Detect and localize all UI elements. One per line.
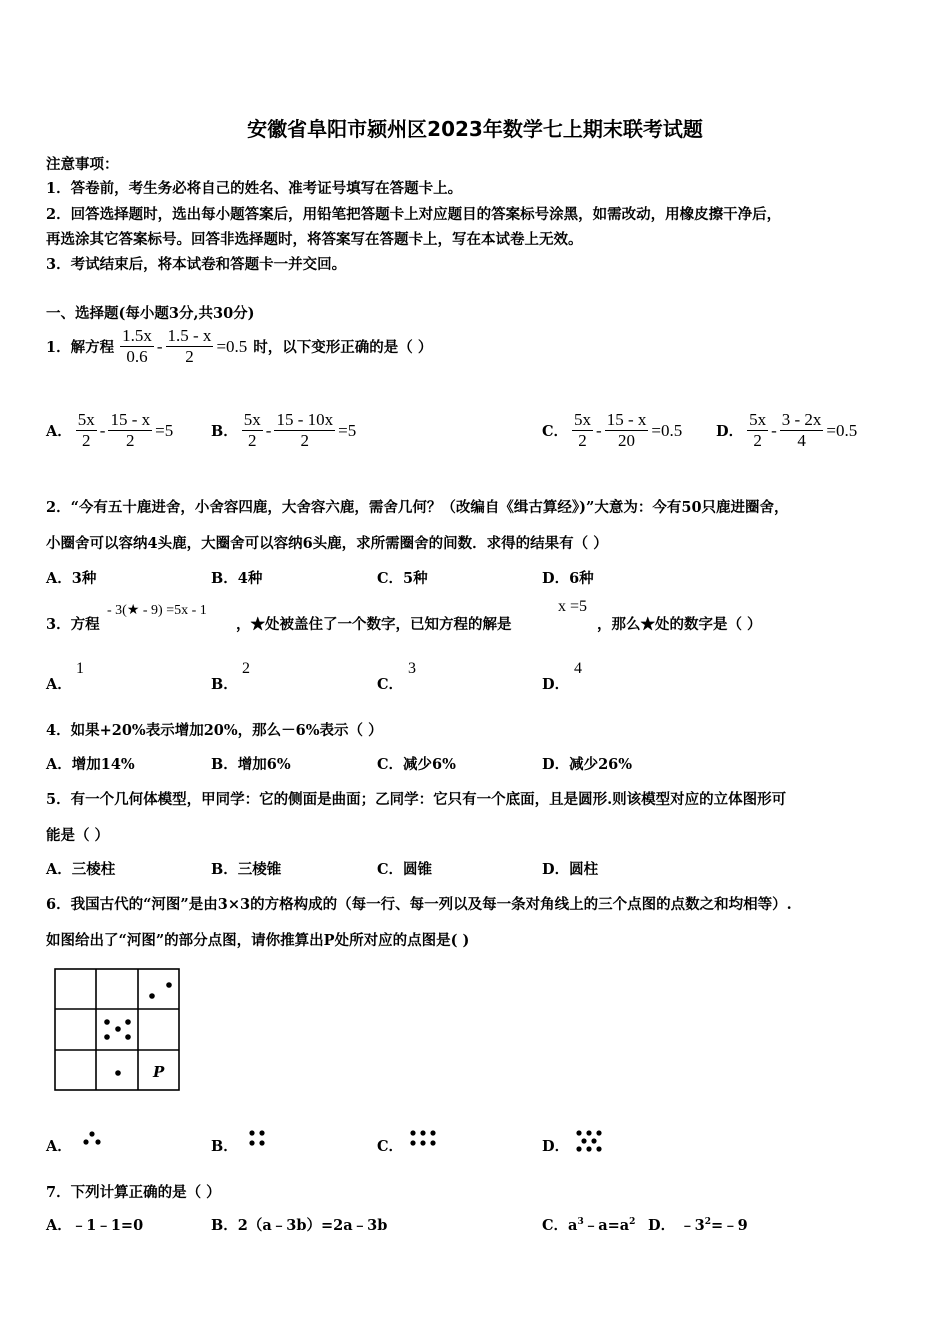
q6-option-c[interactable] [377, 1135, 403, 1156]
hetu-grid-figure [54, 968, 180, 1091]
q1-option-c[interactable]: C． $\frac{5x}{2}$ - $\frac{15 - x}{20}$ =0.5 [542, 410, 683, 450]
q4-option-a[interactable]: A．增加14% [46, 756, 135, 773]
question-6-line2: 如图给出了“河图”的部分点图，请你推算出P处所对应的点图是( ) [46, 932, 470, 949]
q3-option-d-label: D． [542, 676, 570, 693]
q1-d-num1: 5x [749, 410, 767, 429]
question-5-line1: 5．有一个几何体模型，甲同学：它的侧面是曲面；乙同学：它只有一个底面，且是圆形.则该模型对应的立体图形可 [46, 791, 787, 808]
q5-option-d[interactable]: D．圆柱 [542, 861, 599, 878]
grid-dot [166, 982, 172, 988]
q1-b-num2: 15 - 10x [276, 410, 334, 429]
notice-item-2-cont: 再选涂其它答案标号。回答非选择题时，将答案写在答题卡上，写在本试卷上无效。 [46, 231, 583, 248]
q2-option-c[interactable]: C．5种 [377, 570, 428, 587]
q3-middle: ，★处被盖住了一个数字，已知方程的解是 [236, 616, 512, 633]
q1-a-num1: 5x [77, 410, 95, 429]
q7-option-b[interactable]: B．2（a﹣3b）=2a﹣3b [211, 1217, 388, 1234]
q7-option-d[interactable] [648, 1214, 748, 1235]
q1-d-den1: 2 [753, 431, 762, 450]
grid-dot [115, 1070, 121, 1076]
q6-option-d-label: D． [542, 1138, 570, 1155]
q1-option-d-label: D． [716, 423, 744, 440]
q1-d-den2: 4 [797, 431, 806, 450]
q4-option-c[interactable]: C．减少6% [377, 756, 456, 773]
q6-option-a-dots [82, 1130, 104, 1146]
q1-option-d[interactable]: D． $\frac{5x}{2}$ - $\frac{3 - 2x}{4}$ =0.5 [716, 410, 858, 450]
q6-option-b[interactable] [211, 1135, 238, 1156]
q7-c-mid: ﹣a=a [583, 1217, 630, 1234]
grid-dot [149, 993, 155, 999]
q1-b-rhs: =5 [338, 420, 357, 440]
q7-d-post: =﹣9 [711, 1217, 748, 1234]
q1-b-den1: 2 [248, 431, 257, 450]
q1-option-b-label: B． [211, 423, 238, 440]
q6-option-d[interactable] [542, 1135, 569, 1156]
q1-eq-num2: 1.5 - x [167, 326, 212, 345]
q1-b-den2: 2 [300, 431, 310, 450]
q7-d-pre: ﹣3 [680, 1217, 705, 1234]
q7-c-exp1: 3 [577, 1217, 584, 1228]
question-6-line1: 6．我国古代的“河图”是由3×3的方格构成的（每一行、每一列以及每一条对角线上的三个点图的点数之和均相等）. [46, 896, 792, 913]
q2-option-b[interactable]: B．4种 [211, 570, 263, 587]
notice-item-1: 1．答卷前，考生务必将自己的姓名、准考证号填写在答题卡上。 [46, 180, 463, 197]
q1-suffix: 时，以下变形正确的是（ ） [253, 339, 433, 356]
question-7-stem: 7．下列计算正确的是（ ） [46, 1184, 221, 1201]
q6-option-a[interactable] [46, 1135, 72, 1156]
q1-c-num1: 5x [574, 410, 592, 429]
q3-option-a-value: 1 [76, 660, 84, 677]
q1-a-num2: 15 - x [110, 410, 151, 429]
q6-option-d-dots [573, 1129, 605, 1155]
grid-dot [125, 1034, 131, 1040]
q7-d-exp: 2 [704, 1217, 711, 1228]
question-4-stem: 4．如果+20%表示增加20%，那么－6%表示（ ） [46, 722, 383, 739]
q1-c-num2: 15 - x [606, 410, 647, 429]
q3-equation: - 3(★ - 9) =5x - 1 [107, 603, 207, 618]
q3-option-a-label: A． [46, 676, 72, 693]
q2-option-d[interactable]: D．6种 [542, 570, 594, 587]
q7-option-c[interactable] [542, 1214, 635, 1235]
q1-option-a-label: A． [46, 423, 72, 440]
q1-c-den2: 20 [618, 431, 636, 450]
q1-eq-den1: 0.6 [126, 347, 148, 366]
q3-option-c-label: C． [377, 676, 404, 693]
q7-c-base: a [568, 1217, 578, 1234]
question-1-stem [46, 326, 432, 367]
q3-option-b[interactable] [211, 673, 238, 694]
q4-option-d[interactable]: D．减少26% [542, 756, 633, 773]
q6-option-a-label: A． [46, 1138, 72, 1155]
q3-suffix: ，那么★处的数字是（ ） [597, 616, 762, 633]
grid-dot [104, 1019, 110, 1025]
grid-p-label: P [153, 1063, 165, 1081]
q1-equation: $\frac{1.5x}{0.6}$ - $\frac{1.5 - x}{2}$ =0.5 [122, 326, 248, 366]
q1-b-num1: 5x [243, 410, 261, 429]
q3-option-c-value: 3 [408, 660, 416, 677]
q1-a-den2: 2 [126, 431, 135, 450]
q3-option-a[interactable] [46, 673, 72, 694]
q3-option-d[interactable] [542, 673, 569, 694]
question-5-line2: 能是（ ） [46, 827, 110, 844]
q3-option-b-value: 2 [242, 660, 250, 677]
q1-option-c-label: C． [542, 423, 569, 440]
q3-option-c[interactable] [377, 673, 403, 694]
q1-c-rhs: =0.5 [651, 420, 683, 440]
notice-item-2: 2．回答选择题时，选出每小题答案后，用铅笔把答题卡上对应题目的答案标号涂黑，如需改动，用橡皮擦干净后， [46, 206, 782, 223]
q1-eq-rhs: =0.5 [216, 336, 248, 356]
q4-option-b[interactable]: B．增加6% [211, 756, 291, 773]
q1-eq-den2: 2 [185, 347, 194, 366]
q1-option-b[interactable]: B． $\frac{5x}{2}$ - $\frac{15 - 10x}{2}$ =5 [211, 410, 357, 450]
q1-option-a[interactable]: A． $\frac{5x}{2}$ - $\frac{15 - x}{2}$ =5 [46, 410, 174, 450]
q1-a-rhs: =5 [155, 420, 174, 440]
question-2-line2: 小圈舍可以容纳4头鹿，大圈舍可以容纳6头鹿，求所需圈舍的间数．求得的结果有（ ） [46, 535, 608, 552]
q1-c-den1: 2 [578, 431, 587, 450]
q6-option-c-dots [408, 1129, 438, 1147]
q1-a-den1: 2 [82, 431, 91, 450]
q6-option-b-label: B． [211, 1138, 238, 1155]
q5-option-b[interactable]: B．三棱锥 [211, 861, 282, 878]
grid-dot [104, 1034, 110, 1040]
q7-option-a[interactable]: A．﹣1﹣1=0 [46, 1217, 144, 1234]
notice-heading: 注意事项： [46, 156, 119, 173]
grid-dot [115, 1026, 121, 1032]
q3-prefix: 3．方程 [46, 616, 100, 633]
q1-d-rhs: =0.5 [826, 420, 858, 440]
q5-option-c[interactable]: C．圆锥 [377, 861, 433, 878]
section-heading: 一、选择题(每小题3分,共30分) [46, 305, 255, 322]
q3-solution: x =5 [558, 598, 588, 615]
q1-eq-num1: 1.5x [122, 326, 152, 345]
page-title: 安徽省阜阳市颍州区2023年数学七上期末联考试题 [247, 117, 703, 141]
q1-prefix: 1．解方程 [46, 339, 115, 356]
q6-option-b-dots [247, 1129, 269, 1147]
q1-d-num2: 3 - 2x [781, 410, 822, 429]
notice-item-3: 3．考试结束后，将本试卷和答题卡一并交回。 [46, 256, 347, 273]
q7-option-d-label: D． [648, 1217, 676, 1234]
q2-option-a[interactable]: A．3种 [46, 570, 97, 587]
q3-option-b-label: B． [211, 676, 238, 693]
q7-c-exp2: 2 [629, 1217, 636, 1228]
q6-option-c-label: C． [377, 1138, 404, 1155]
question-2-line1: 2．“今有五十鹿进舍，小舍容四鹿，大舍容六鹿，需舍几何？（改编自《缉古算经》)”大意为：今有50只鹿进圈舍， [46, 499, 789, 516]
q3-option-d-value: 4 [574, 660, 582, 677]
grid-dot [125, 1019, 131, 1025]
q5-option-a[interactable]: A．三棱柱 [46, 861, 116, 878]
q7-option-c-label: C． [542, 1217, 569, 1234]
